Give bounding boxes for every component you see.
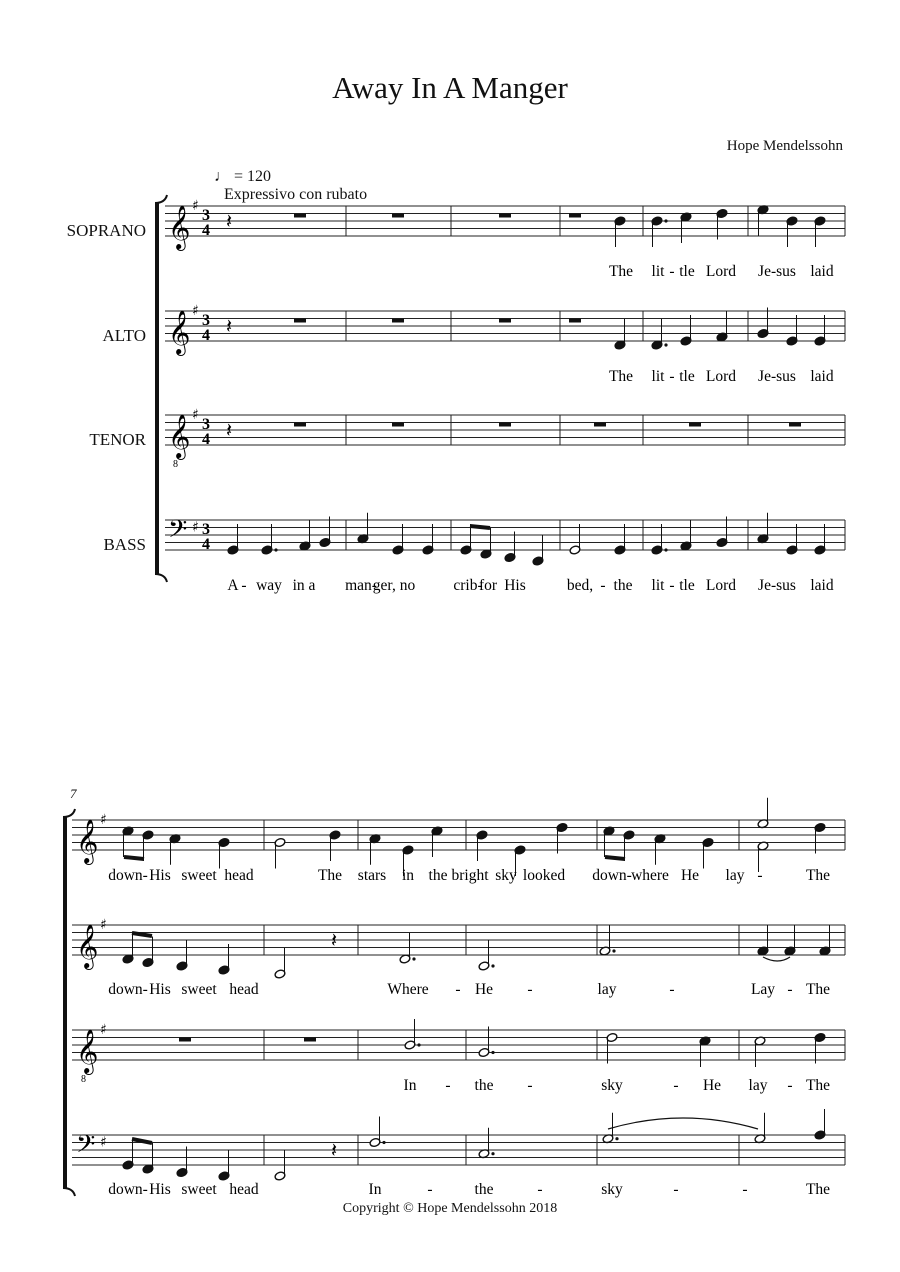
lyric-soprano: lay: [725, 867, 745, 884]
clefs: [76, 198, 210, 1165]
whole-rest: [179, 1038, 191, 1042]
time-signature-top: 3: [202, 521, 210, 538]
lyric-alto: down-: [108, 981, 148, 998]
time-signature-top: 3: [202, 312, 210, 329]
lyric-bass: in a: [292, 577, 316, 594]
part-label-soprano: SOPRANO: [66, 221, 146, 240]
lyric-bass: head: [229, 1181, 259, 1198]
key-signature-sharp: ♯: [192, 198, 199, 214]
lyric-alto: His: [149, 981, 171, 998]
lyric-soprano: sweet: [181, 867, 217, 884]
bracket-hook-top: [155, 195, 167, 203]
lyric-alto: He: [474, 981, 494, 998]
treble-clef-icon: 𝄞: [168, 205, 191, 249]
lyric-soprano: The: [805, 867, 831, 884]
lyric-tenor: He: [702, 1077, 722, 1094]
lyric-tenor: -: [527, 1077, 533, 1094]
bass-clef-icon: 𝄢: [168, 515, 188, 550]
time-signature-top: 3: [202, 416, 210, 433]
lyric-alto: Je-sus: [758, 368, 796, 385]
treble-clef-icon: 𝄞: [76, 924, 99, 968]
notes: [122, 205, 834, 1181]
lyric-bass: way: [256, 577, 282, 594]
lyric-tenor: In: [403, 1077, 417, 1094]
tempo-marking: ♩ = 120: [214, 168, 272, 185]
lyric-soprano: looked: [522, 867, 566, 884]
quarter-rest: 𝄽: [226, 314, 233, 338]
lyric-bass: the: [474, 1181, 494, 1198]
lyric-alto: sweet: [181, 981, 217, 998]
time-signature-bottom: 4: [202, 536, 210, 553]
whole-rest: [689, 423, 701, 427]
treble-clef-icon: 𝄞: [76, 1029, 99, 1073]
lyric-alto: tle: [679, 368, 695, 385]
quarter-rest: 𝄽: [226, 209, 233, 233]
composer-name: Hope Mendelssohn: [726, 138, 843, 154]
dot: [274, 548, 277, 551]
lyric-alto: laid: [810, 368, 834, 385]
lyric-bass: ger, no: [372, 577, 416, 594]
lyric-bass: man-: [345, 577, 377, 594]
bass-clef-icon: 𝄢: [76, 1130, 96, 1165]
measure-number: 7: [70, 786, 77, 801]
quarter-rest: 𝄽: [331, 1138, 338, 1162]
lyric-soprano: sky: [495, 867, 517, 884]
whole-rest: [594, 423, 606, 427]
lyric-bass: down-: [108, 1181, 148, 1198]
lyric-bass: -: [537, 1181, 543, 1198]
lyric-tenor: -: [673, 1077, 679, 1094]
lyric-soprano: -: [669, 263, 675, 280]
lyric-alto: Lay: [750, 981, 776, 998]
lyric-bass: -: [427, 1181, 433, 1198]
lyric-bass: sky: [601, 1181, 623, 1198]
lyric-bass: crib-: [453, 577, 483, 594]
lyric-bass: -: [600, 577, 606, 594]
whole-rest: [499, 319, 511, 323]
dot: [491, 1152, 494, 1155]
lyric-alto: Where: [387, 981, 429, 998]
dot: [417, 1043, 420, 1046]
lyric-soprano: His: [149, 867, 171, 884]
whole-rest: [392, 214, 404, 218]
lyric-alto: head: [229, 981, 259, 998]
lyric-alto: The: [608, 368, 634, 385]
octave-eight: 8: [81, 1074, 86, 1085]
lyric-soprano: lit: [651, 263, 665, 280]
dot: [491, 1051, 494, 1054]
whole-rest: [294, 423, 306, 427]
dot: [491, 964, 494, 967]
lyric-bass: In: [368, 1181, 382, 1198]
dot: [615, 1137, 618, 1140]
lyric-bass: His: [149, 1181, 171, 1198]
lyric-soprano: in: [401, 867, 415, 884]
whole-rest: [294, 319, 306, 323]
key-signature-sharp: ♯: [100, 1134, 107, 1151]
lyric-alto: lit: [651, 368, 665, 385]
beam: [132, 933, 152, 936]
lyric-alto: lay: [597, 981, 617, 998]
lyric-alto: -: [455, 981, 461, 998]
lyric-alto: Lord: [705, 368, 737, 385]
lyric-tenor: -: [445, 1077, 451, 1094]
lyric-bass: -: [673, 1181, 679, 1198]
part-label-alto: ALTO: [102, 326, 146, 345]
lyric-tenor: The: [805, 1077, 831, 1094]
lyric-bass: The: [805, 1181, 831, 1198]
lyric-alto: -: [669, 368, 675, 385]
lyric-bass: -: [742, 1181, 748, 1198]
treble-clef-icon: 𝄞: [76, 819, 99, 863]
lyric-tenor: -: [787, 1077, 793, 1094]
lyric-bass: for: [478, 577, 498, 594]
lyric-soprano: laid: [810, 263, 834, 280]
whole-rest: [294, 214, 306, 218]
bracket-hook-top: [63, 809, 75, 817]
lyric-soprano: the: [428, 867, 448, 884]
time-signature-bottom: 4: [202, 431, 210, 448]
lyric-soprano: tle: [679, 263, 695, 280]
beam: [470, 526, 490, 528]
whole-rest: [304, 1038, 316, 1042]
tie: [763, 957, 790, 961]
lyric-soprano: The: [608, 263, 634, 280]
lyric-soprano: head: [224, 867, 254, 884]
beam: [605, 857, 625, 859]
whole-rest: [569, 214, 581, 218]
lyric-soprano: where: [631, 867, 669, 884]
treble-clef-icon: 𝄞: [168, 310, 191, 354]
lyrics: [108, 263, 834, 1198]
dot: [612, 949, 615, 952]
lyric-bass: tle: [679, 577, 695, 594]
expression-marking: Expressivo con rubato: [224, 186, 368, 203]
lyric-soprano: The: [317, 867, 343, 884]
part-label-tenor: TENOR: [89, 430, 146, 449]
page-title: Away In A Manger: [332, 70, 568, 105]
lyric-bass: Je-sus: [758, 577, 796, 594]
lyric-bass: Lord: [705, 577, 737, 594]
lyric-bass: bed,: [566, 577, 594, 594]
lyric-soprano: down-: [108, 867, 148, 884]
whole-rest: [789, 423, 801, 427]
lyric-bass: -: [669, 577, 675, 594]
whole-rest: [392, 423, 404, 427]
lyric-soprano: stars: [357, 867, 387, 884]
key-signature-sharp: ♯: [100, 917, 107, 933]
key-signature-sharp: ♯: [192, 519, 199, 536]
dot: [382, 1141, 385, 1144]
tie: [608, 1118, 758, 1129]
key-signature-sharp: ♯: [100, 812, 107, 828]
lyric-bass: the: [613, 577, 633, 594]
whole-rest: [569, 319, 581, 323]
key-signature-sharp: ♯: [192, 303, 199, 319]
lyric-soprano: He: [680, 867, 700, 884]
lyric-soprano: Lord: [705, 263, 737, 280]
lyric-alto: -: [669, 981, 675, 998]
dot: [412, 957, 415, 960]
lyric-soprano: Je-sus: [758, 263, 796, 280]
lyric-bass: -: [241, 577, 247, 594]
lyric-tenor: sky: [601, 1077, 623, 1094]
key-signature-sharp: ♯: [100, 1022, 107, 1038]
quarter-rest: 𝄽: [331, 928, 338, 952]
octave-eight: 8: [173, 459, 178, 470]
lyric-bass: A: [227, 577, 239, 594]
whole-rest: [499, 423, 511, 427]
treble-clef-icon: 𝄞: [168, 414, 191, 458]
bracket-hook-bottom: [63, 1188, 75, 1196]
time-signature-bottom: 4: [202, 222, 210, 239]
beam: [124, 857, 144, 859]
whole-rest: [499, 214, 511, 218]
dot: [664, 219, 667, 222]
key-signature-sharp: ♯: [192, 407, 199, 423]
lyric-alto: -: [527, 981, 533, 998]
lyric-bass: His: [504, 577, 526, 594]
whole-rest: [392, 319, 404, 323]
lyric-soprano: down-: [592, 867, 632, 884]
lyric-tenor: the: [474, 1077, 494, 1094]
part-label-bass: BASS: [103, 535, 146, 554]
lyric-alto: The: [805, 981, 831, 998]
dot: [664, 548, 667, 551]
lyric-soprano: bright: [451, 867, 489, 884]
lyric-tenor: lay: [748, 1077, 768, 1094]
copyright-notice: Copyright © Hope Mendelssohn 2018: [342, 1201, 558, 1216]
lyric-bass: laid: [810, 577, 834, 594]
time-signature-bottom: 4: [202, 327, 210, 344]
lyric-bass: sweet: [181, 1181, 217, 1198]
lyric-alto: -: [787, 981, 793, 998]
bracket-hook-bottom: [155, 574, 167, 582]
time-signature-top: 3: [202, 207, 210, 224]
lyric-bass: lit: [651, 577, 665, 594]
quarter-rest: 𝄽: [226, 418, 233, 442]
dot: [664, 343, 667, 346]
lyric-soprano: -: [757, 867, 763, 884]
